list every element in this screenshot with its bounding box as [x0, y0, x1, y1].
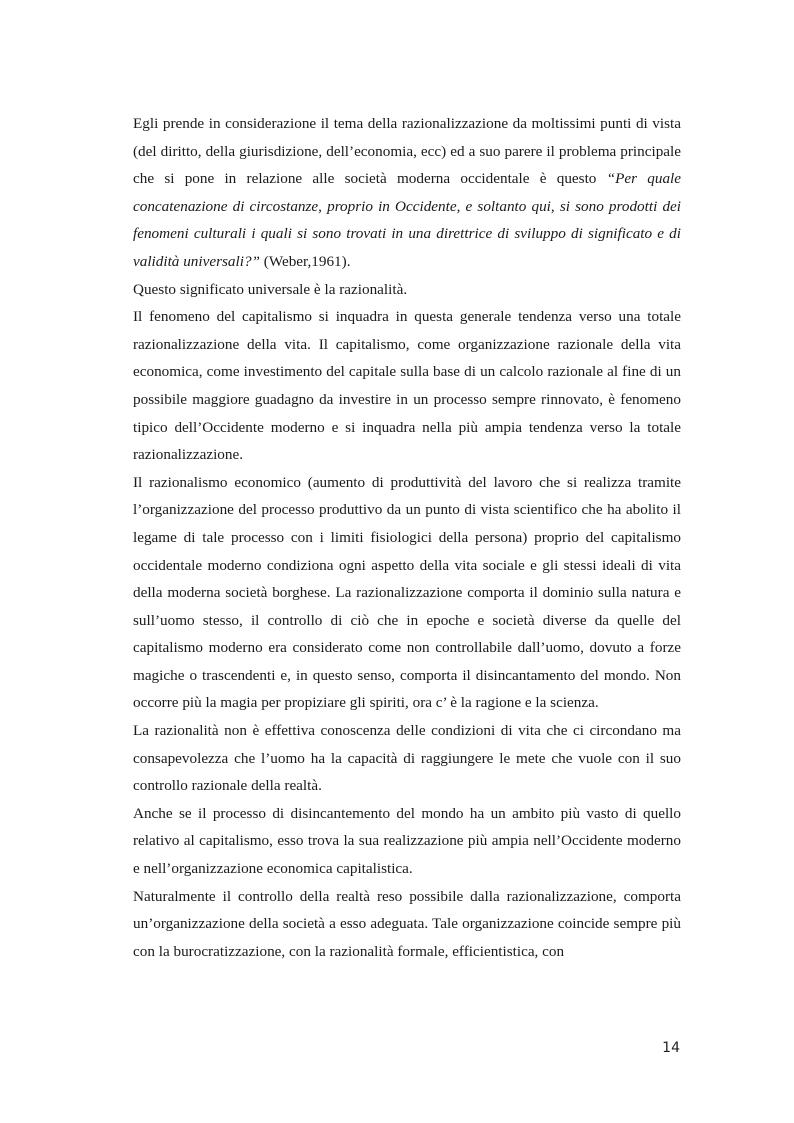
- paragraph-bureaucratization: Naturalmente il controllo della realtà reso possibile dalla razionalizzazione, comporta un’organizzazione della società a esso adeguata. Tale organizzazione coincide sempre più con la burocratizzazione, con la razionalità formale, efficientistica, con: [133, 887, 681, 960]
- citation: (Weber,1961).: [259, 252, 351, 270]
- weber-quote: “Per quale concatenazione di circostanze, proprio in Occidente, e soltanto qui, si sono prodotti dei fenomeni culturali i quali si sono trovati in una direttrice di sviluppo di significato e di validità universali?”: [133, 170, 682, 270]
- body-text: [133, 110, 681, 965]
- paragraph-weber-question: [133, 110, 681, 276]
- paragraph-universal-significance: Questo significato universale è la razionalità.: [133, 280, 408, 298]
- paragraph-economic-rationalism: Il razionalismo economico (aumento di produttività del lavoro che si realizza tramite l’organizzazione del processo produttivo da un punto di vista scientifico che ha abolito il legame di tale processo con i limiti fisiologici della persona) proprio del capitalismo occidentale moderno condiziona ogni aspetto della vita sociale e gli stessi ideali di vita della moderna società borghese. La razionalizzazione comporta il dominio sulla natura e sull’uomo stesso, il controllo di ciò che in epoche e società diverse da quelle del capitalismo moderno era considerato come non controllabile dall’uomo, dovuto a forze magiche o trascendenti e, in questo senso, comporta il disincantamento del mondo. Non occorre più la magia per propiziare gli spiriti, ora c’ è la ragione e la scienza.: [133, 473, 681, 712]
- page-number: 14: [662, 1040, 680, 1056]
- paragraph-rationality: La razionalità non è effettiva conoscenza delle condizioni di vita che ci circondano ma consapevolezza che l’uomo ha la capacità di raggiungere le mete che vuole con il suo controllo razionale della realtà.: [133, 722, 681, 795]
- paragraph-disenchantment: Anche se il processo di disincantemento del mondo ha un ambito più vasto di quello relativo al capitalismo, esso trova la sua realizzazione più ampia nell’Occidente moderno e nell’organizzazione economica capitalistica.: [133, 804, 681, 878]
- paragraph-capitalism: Il fenomeno del capitalismo si inquadra in questa generale tendenza verso una totale razionalizzazione della vita. Il capitalismo, come organizzazione razionale della vita economica, come investimento del capitale sulla base di un calcolo razionale al fine di un possibile maggiore guadagno da investire in un processo sempre rinnovato, è fenomeno tipico dell’Occidente moderno e si inquadra nella più ampia tendenza verso la totale razionalizzazione.: [133, 308, 681, 464]
- paragraph-text: Egli prende in considerazione il tema della razionalizzazione da moltissimi punti di vista (del diritto, della giurisdizione, dell’economia, ecc) ed a suo parere il problema principale che si pone in relazione alle società moderna occidentale è questo: [133, 115, 681, 188]
